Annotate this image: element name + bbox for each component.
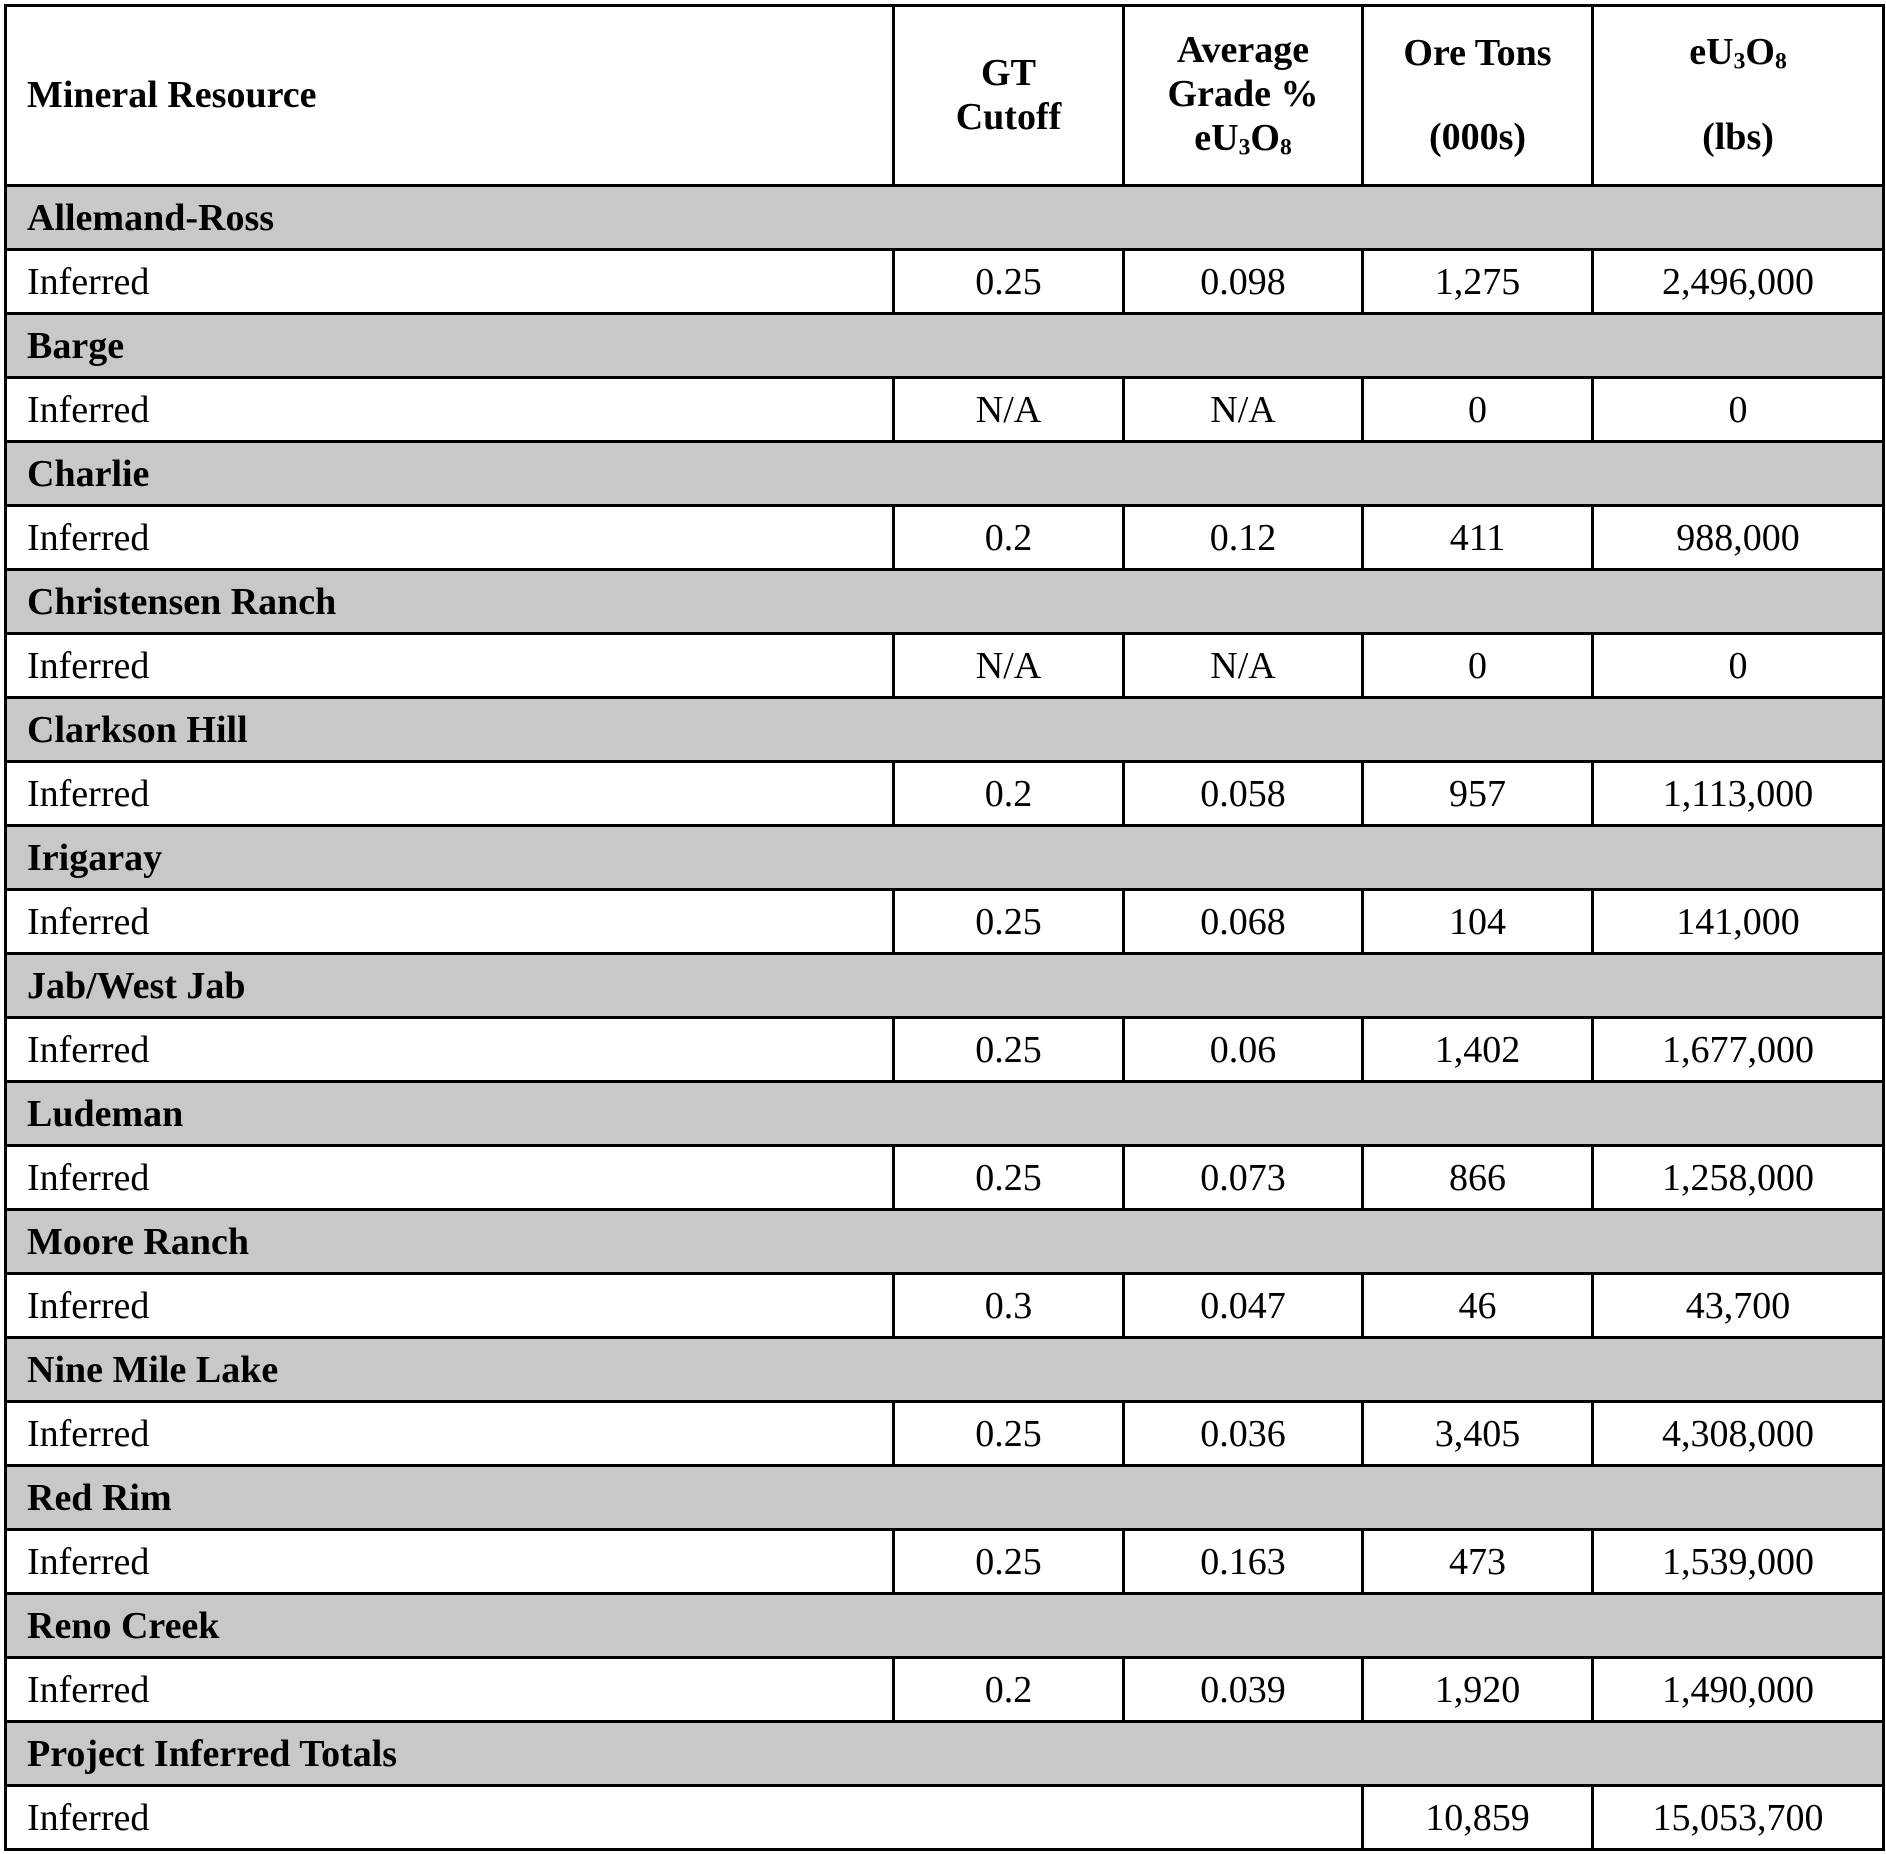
resource-class-cell: Inferred [6, 1146, 894, 1210]
resource-class-cell: Inferred [6, 1274, 894, 1338]
gt-cutoff-cell: 0.2 [894, 506, 1124, 570]
ore-tons-cell: 3,405 [1363, 1402, 1593, 1466]
average-grade-cell: N/A [1124, 378, 1363, 442]
ore-tons-cell: 866 [1363, 1146, 1593, 1210]
eu3o8-lbs-cell: 988,000 [1593, 506, 1884, 570]
gt-cutoff-cell: 0.25 [894, 1018, 1124, 1082]
mineral-resource-table [4, 4, 1885, 1851]
header-ore-tons-line-2: (000s) [1428, 115, 1527, 158]
ore-tons-cell: 1,402 [1363, 1018, 1593, 1082]
header-grade-o: O [1250, 116, 1280, 159]
gt-cutoff-cell: 0.2 [894, 762, 1124, 826]
group-row [6, 314, 1884, 378]
table-header-row [6, 6, 1884, 186]
eu3o8-lbs-cell: 0 [1593, 634, 1884, 698]
average-grade-cell: 0.098 [1124, 250, 1363, 314]
gt-cutoff-cell: 0.25 [894, 890, 1124, 954]
totals-group-row [6, 1722, 1884, 1786]
group-row [6, 186, 1884, 250]
group-row [6, 1082, 1884, 1146]
eu3o8-lbs-cell: 1,258,000 [1593, 1146, 1884, 1210]
group-name: Reno Creek [6, 1594, 1884, 1658]
table-row [6, 762, 1884, 826]
header-average-grade [1124, 6, 1363, 186]
resource-class-cell: Inferred [6, 762, 894, 826]
header-lbs-sub-3: 3 [1733, 48, 1746, 75]
average-grade-cell: 0.047 [1124, 1274, 1363, 1338]
table-row [6, 1146, 1884, 1210]
header-gt-cutoff-line-1: GT [981, 51, 1036, 94]
eu3o8-lbs-cell: 4,308,000 [1593, 1402, 1884, 1466]
group-name: Ludeman [6, 1082, 1884, 1146]
eu3o8-lbs-cell: 1,677,000 [1593, 1018, 1884, 1082]
totals-ore-tons-cell: 10,859 [1363, 1786, 1593, 1850]
group-row [6, 1466, 1884, 1530]
resource-class-cell: Inferred [6, 250, 894, 314]
table-row [6, 506, 1884, 570]
totals-class-cell: Inferred [6, 1786, 1363, 1850]
table-row [6, 1658, 1884, 1722]
resource-class-cell: Inferred [6, 634, 894, 698]
resource-class-cell: Inferred [6, 506, 894, 570]
average-grade-cell: 0.073 [1124, 1146, 1363, 1210]
totals-name: Project Inferred Totals [6, 1722, 1884, 1786]
group-row [6, 698, 1884, 762]
average-grade-cell: N/A [1124, 634, 1363, 698]
group-row [6, 442, 1884, 506]
average-grade-cell: 0.06 [1124, 1018, 1363, 1082]
group-name: Clarkson Hill [6, 698, 1884, 762]
resource-class-cell: Inferred [6, 1658, 894, 1722]
group-name: Irigaray [6, 826, 1884, 890]
header-average-grade-line-1: Average [1176, 29, 1310, 72]
eu3o8-lbs-cell: 0 [1593, 378, 1884, 442]
group-row [6, 1594, 1884, 1658]
header-lbs-o: O [1745, 31, 1775, 74]
group-name: Allemand-Ross [6, 186, 1884, 250]
totals-eu3o8-lbs-cell: 15,053,700 [1593, 1786, 1884, 1850]
gt-cutoff-cell: 0.25 [894, 1146, 1124, 1210]
totals-row [6, 1786, 1884, 1850]
gt-cutoff-cell: N/A [894, 634, 1124, 698]
header-grade-eu: eU [1194, 116, 1239, 159]
resource-class-cell: Inferred [6, 1402, 894, 1466]
gt-cutoff-cell: 0.3 [894, 1274, 1124, 1338]
header-grade-sub-8: 8 [1279, 134, 1292, 161]
group-row [6, 1210, 1884, 1274]
ore-tons-cell: 1,920 [1363, 1658, 1593, 1722]
group-name: Jab/West Jab [6, 954, 1884, 1018]
table-row [6, 1402, 1884, 1466]
gt-cutoff-cell: 0.25 [894, 250, 1124, 314]
ore-tons-cell: 0 [1363, 378, 1593, 442]
group-name: Red Rim [6, 1466, 1884, 1530]
group-row [6, 570, 1884, 634]
table-row [6, 1018, 1884, 1082]
average-grade-cell: 0.039 [1124, 1658, 1363, 1722]
average-grade-cell: 0.12 [1124, 506, 1363, 570]
ore-tons-cell: 46 [1363, 1274, 1593, 1338]
ore-tons-cell: 0 [1363, 634, 1593, 698]
header-ore-tons-line-1: Ore Tons [1403, 31, 1552, 74]
header-eu3o8-lbs [1593, 6, 1884, 186]
gt-cutoff-cell: 0.2 [894, 1658, 1124, 1722]
header-gt-cutoff [894, 6, 1124, 186]
ore-tons-cell: 104 [1363, 890, 1593, 954]
resource-class-cell: Inferred [6, 378, 894, 442]
header-eu3o8-line-1 [1600, 31, 1876, 76]
group-row [6, 826, 1884, 890]
eu3o8-lbs-cell: 1,539,000 [1593, 1530, 1884, 1594]
resource-class-cell: Inferred [6, 890, 894, 954]
ore-tons-cell: 411 [1363, 506, 1593, 570]
eu3o8-lbs-cell: 43,700 [1593, 1274, 1884, 1338]
ore-tons-cell: 473 [1363, 1530, 1593, 1594]
ore-tons-cell: 957 [1363, 762, 1593, 826]
gt-cutoff-cell: N/A [894, 378, 1124, 442]
header-mineral-resource: Mineral Resource [6, 6, 894, 186]
table-body [6, 186, 1884, 1850]
eu3o8-lbs-cell: 1,490,000 [1593, 1658, 1884, 1722]
group-row [6, 1338, 1884, 1402]
table-row [6, 250, 1884, 314]
group-row [6, 954, 1884, 1018]
table-row [6, 378, 1884, 442]
average-grade-cell: 0.058 [1124, 762, 1363, 826]
table-row [6, 634, 1884, 698]
table-row [6, 1530, 1884, 1594]
group-name: Barge [6, 314, 1884, 378]
group-name: Charlie [6, 442, 1884, 506]
average-grade-cell: 0.068 [1124, 890, 1363, 954]
header-average-grade-line-2: Grade % [1167, 73, 1319, 116]
header-lbs-eu: eU [1689, 31, 1734, 74]
average-grade-cell: 0.163 [1124, 1530, 1363, 1594]
eu3o8-lbs-cell: 141,000 [1593, 890, 1884, 954]
resource-class-cell: Inferred [6, 1530, 894, 1594]
table-row [6, 1274, 1884, 1338]
gt-cutoff-cell: 0.25 [894, 1402, 1124, 1466]
table-row [6, 890, 1884, 954]
header-lbs-sub-8: 8 [1774, 48, 1787, 75]
header-gt-cutoff-line-2: Cutoff [955, 95, 1062, 138]
group-name: Christensen Ranch [6, 570, 1884, 634]
resource-class-cell: Inferred [6, 1018, 894, 1082]
eu3o8-lbs-cell: 1,113,000 [1593, 762, 1884, 826]
average-grade-cell: 0.036 [1124, 1402, 1363, 1466]
header-grade-sub-3: 3 [1238, 134, 1251, 161]
eu3o8-lbs-cell: 2,496,000 [1593, 250, 1884, 314]
group-name: Nine Mile Lake [6, 1338, 1884, 1402]
header-ore-tons [1363, 6, 1593, 186]
ore-tons-cell: 1,275 [1363, 250, 1593, 314]
group-name: Moore Ranch [6, 1210, 1884, 1274]
header-average-grade-line-3 [1131, 117, 1355, 162]
gt-cutoff-cell: 0.25 [894, 1530, 1124, 1594]
header-eu3o8-line-2: (lbs) [1702, 116, 1774, 159]
